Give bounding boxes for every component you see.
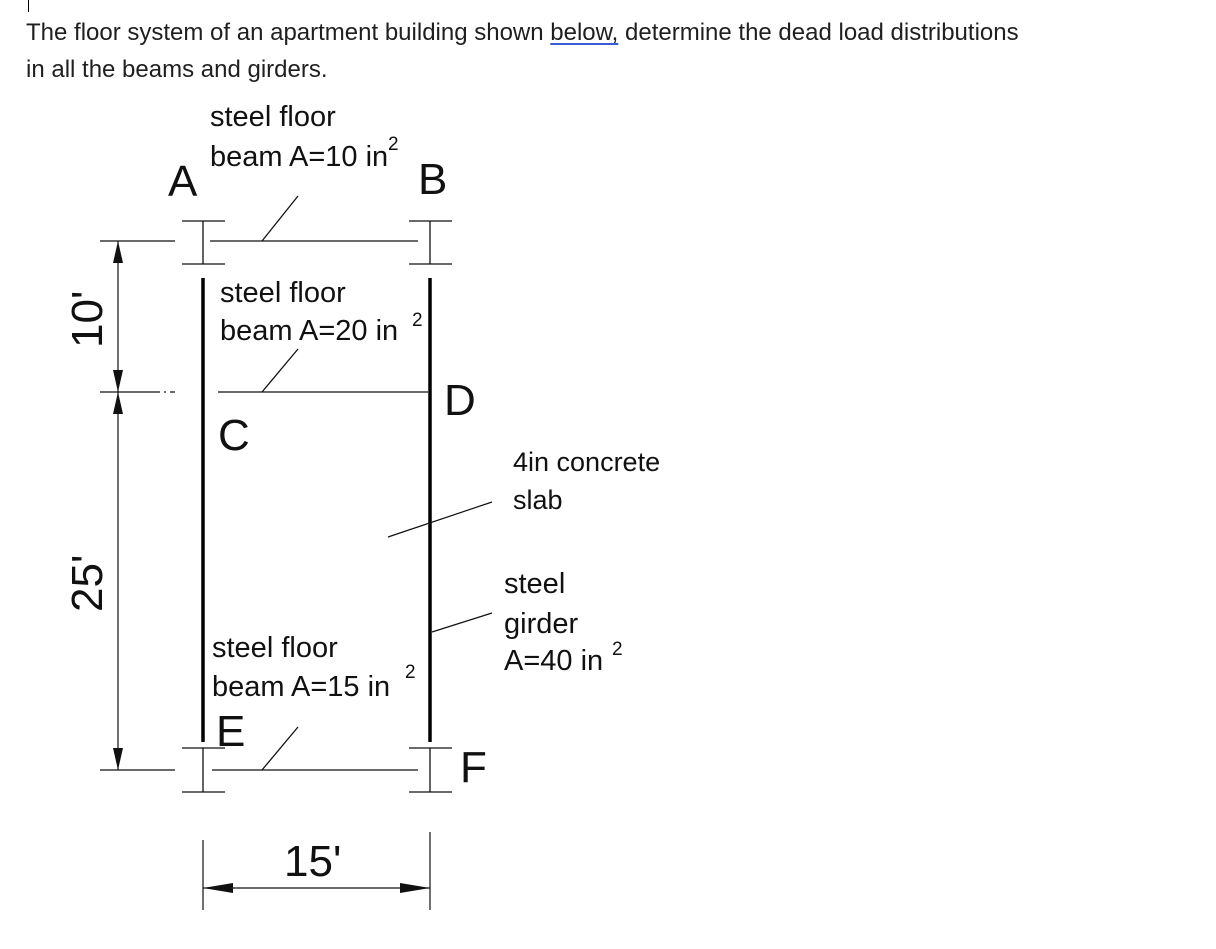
slab-leader xyxy=(388,502,492,537)
slab-label-line2: slab xyxy=(513,485,563,515)
dimension-top-label: 10' xyxy=(63,290,112,348)
point-a: A xyxy=(168,157,198,206)
beam-ab-exponent: 2 xyxy=(388,134,399,155)
girder-exponent: 2 xyxy=(612,639,623,660)
question-text-2: determine the dead load distributions xyxy=(618,19,1019,46)
point-e: E xyxy=(216,707,246,756)
beam-cd-label-line2: beam A=20 in xyxy=(220,315,399,347)
question-underlined-word: below, xyxy=(550,19,619,46)
beam-cd xyxy=(218,349,428,392)
dimension-width-label: 15' xyxy=(284,837,342,886)
question-text-3: in all the beams and girders. xyxy=(26,56,328,83)
beam-ab-label-line2: beam A=10 in xyxy=(210,141,389,173)
beam-ef-label-line2: beam A=15 in xyxy=(212,671,391,703)
beam-cd-exponent: 2 xyxy=(412,310,423,331)
girder-label-line3: A=40 in xyxy=(504,645,604,677)
girder-leader xyxy=(432,613,492,632)
point-d: D xyxy=(444,376,476,425)
dimension-bottom-label: 25' xyxy=(63,554,112,612)
beam-ab-label-line1: steel floor xyxy=(210,101,336,133)
beam-ef-label-line1: steel floor xyxy=(212,632,338,664)
slab-label-line1: 4in concrete xyxy=(513,447,661,477)
point-c: C xyxy=(218,411,250,460)
question-text-1: The floor system of an apartment building shown xyxy=(26,19,551,46)
beam-cd-label-line1: steel floor xyxy=(220,277,346,309)
girder-label-line1: steel xyxy=(504,568,566,600)
beam-ef-exponent: 2 xyxy=(405,662,416,683)
point-b: B xyxy=(418,155,448,204)
point-f: F xyxy=(460,743,487,792)
beam-ab xyxy=(182,196,452,264)
girder-label-line2: girder xyxy=(504,608,579,640)
